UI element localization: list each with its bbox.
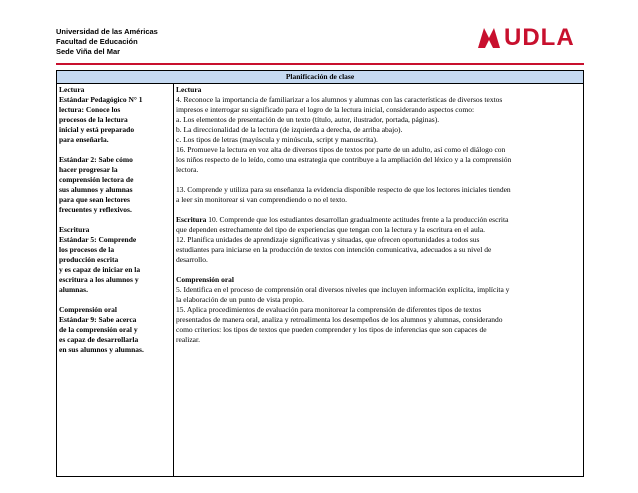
- faculty-name: Facultad de Educación: [56, 37, 138, 46]
- comprension-line: la elaboración de un punto de vista propio.: [176, 295, 304, 304]
- institution-name: Universidad de las Américas: [56, 27, 158, 36]
- estandar5-line: producción escrita: [59, 255, 119, 264]
- left-lectura-title: Lectura: [59, 85, 85, 94]
- right-lectura-title: Lectura: [176, 85, 202, 94]
- estandar1-line: lectura: Conoce los: [59, 105, 121, 114]
- lectura-line: b. La direccionalidad de la lectura (de izquierda a derecha, de arriba abajo).: [176, 125, 403, 134]
- estandar9-line: Estándar 9: Sabe acerca: [59, 315, 137, 324]
- estandar2-line: sus alumnos y alumnas: [59, 185, 133, 194]
- estandar5-line: y es capaz de iniciar en la: [59, 265, 141, 274]
- lectura-line: los niños respecto de lo leído, como una estrategia que contribuye a la ampliación del léxico y a la comprensión: [176, 155, 512, 164]
- estandar2-line: comprensión lectora de: [59, 175, 134, 184]
- udla-logo-icon: [476, 26, 502, 50]
- comprension-line: 15. Aplica procedimientos de evaluación para monitorear la comprensión de diferentes tipos de textos: [176, 305, 482, 314]
- comprension-line: presentados de manera oral, analiza y retroalimenta los desempeños de los alumnos y alumnas, considerando: [176, 315, 503, 324]
- lectura13-line: a leer sin monitorear si van comprendiendo o no el texto.: [176, 195, 347, 204]
- estandar2-line: frecuentes y reflexivos.: [59, 205, 132, 214]
- lectura-line: 16. Promueve la lectura en voz alta de diversos tipos de textos por parte de un adulto, así como el diálogo con: [176, 145, 506, 154]
- comprension-line: como criterios: los tipos de textos que pueden comprender y los tipos de inferencias que son capaces de: [176, 325, 487, 334]
- estandar5-line: Estándar 5: Comprende: [59, 235, 137, 244]
- institution-header: [56, 27, 158, 57]
- right-column: [176, 85, 581, 345]
- estandar1-line: inicial y está preparado: [59, 125, 135, 134]
- campus-name: Sede Viña del Mar: [56, 47, 121, 56]
- estandar1-line: procesos de la lectura: [59, 115, 128, 124]
- escritura-first-line: [176, 215, 581, 225]
- logo-text: UDLA: [504, 24, 575, 51]
- escritura-line: 12. Planifica unidades de aprendizaje significativas y situadas, que ofrecen oportunidades a todos sus: [176, 235, 480, 244]
- escritura-line: desarrollo.: [176, 255, 208, 264]
- table-header: Planificación de clase: [57, 71, 583, 84]
- lectura-line: lectora.: [176, 165, 199, 174]
- header-divider-line: [56, 63, 584, 65]
- estandar2-line: Estándar 2: Sabe cómo: [59, 155, 133, 164]
- lectura-line: a. Los elementos de presentación de un texto (título, autor, ilustrador, portada, páginas).: [176, 115, 440, 124]
- comprension-line: realizar.: [176, 335, 200, 344]
- estandar9-line: de la comprensión oral y: [59, 325, 138, 334]
- left-comprension-title: Comprensión oral: [59, 305, 117, 314]
- planning-table: [56, 70, 584, 477]
- lectura13-line: 13. Comprende y utiliza para su enseñanza la evidencia disponible respecto de que los lectores iniciales tienden: [176, 185, 511, 194]
- estandar9-line: es capaz de desarrollarla: [59, 335, 139, 344]
- estandar2-line: hacer progresar la: [59, 165, 118, 174]
- escritura-line: estudiantes para iniciarse en la producción de textos con intención comunicativa, adecuados a su nivel de: [176, 245, 492, 254]
- right-escritura-title: Escritura: [176, 215, 207, 224]
- right-comprension-title: Comprensión oral: [176, 275, 234, 284]
- escritura-line: que dependen estrechamente del tipo de experiencias que tengan con la lectura y la escritura en el aula.: [176, 225, 486, 234]
- estandar5-line: alumnas.: [59, 285, 88, 294]
- lectura-line: c. Los tipos de letras (mayúscula y minúscula, script y manuscrita).: [176, 135, 378, 144]
- lectura-line: 4. Reconoce la importancia de familiarizar a los alumnos y alumnas con las características de diversos textos: [176, 95, 503, 104]
- left-column: [59, 85, 171, 355]
- estandar5-line: los procesos de la: [59, 245, 115, 254]
- estandar2-line: para que sean lectores: [59, 195, 130, 204]
- left-escritura-title: Escritura: [59, 225, 90, 234]
- estandar9-line: en sus alumnos y alumnas.: [59, 345, 144, 354]
- comprension-line: 5. Identifica en el proceso de comprensión oral diversos niveles que incluyen información explícita, implícita y: [176, 285, 510, 294]
- escritura-first-rest: 10. Comprende que los estudiantes desarrollan gradualmente actitudes frente a la producción escrita: [206, 215, 509, 224]
- column-divider: [173, 83, 174, 476]
- lectura-line: impresos e interrogar su significado para el logro de la lectura inicial, considerando aspectos como:: [176, 105, 475, 114]
- estandar1-line: Estándar Pedagógico N° 1: [59, 95, 143, 104]
- udla-logo: [476, 24, 586, 54]
- estandar1-line: para enseñarla.: [59, 135, 109, 144]
- estandar5-line: escritura a los alumnos y: [59, 275, 139, 284]
